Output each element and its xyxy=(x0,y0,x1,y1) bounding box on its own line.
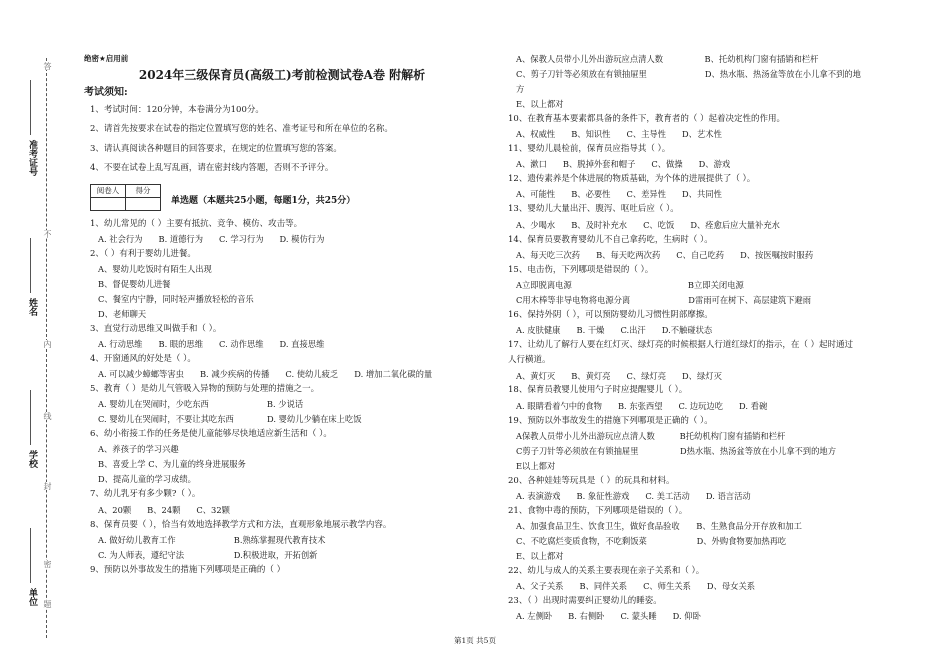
answer-option[interactable]: C、自己吃药 xyxy=(676,249,725,260)
question-text: 7、幼儿乳牙有多少颗?（ ）。 xyxy=(90,489,201,500)
answer-option[interactable]: E、以上都对 xyxy=(516,551,564,562)
answer-option[interactable]: C、32颗 xyxy=(196,504,230,515)
answer-option[interactable]: A、父子关系 xyxy=(516,581,564,592)
left-question-list xyxy=(84,220,480,575)
seal-line-char: 密 xyxy=(43,560,52,568)
notice-item: 1、考试时间：120分钟，本卷满分为100分。 xyxy=(90,104,264,115)
answer-option[interactable]: D. 增加二氧化碳的量 xyxy=(354,369,433,380)
answer-option[interactable]: D. 看碗 xyxy=(739,400,768,411)
answer-option[interactable]: D. 直接思维 xyxy=(279,338,325,349)
option-row xyxy=(516,492,906,500)
answer-option[interactable]: C.出汗 xyxy=(620,325,646,336)
option-row xyxy=(516,582,906,590)
answer-option[interactable]: C、主导性 xyxy=(626,129,667,140)
option-row xyxy=(98,506,480,514)
answer-option[interactable]: D. 仰卧 xyxy=(672,611,701,622)
question-text: 6、幼小衔接工作的任务是使儿童能够尽快地适应新生活和（ ）。 xyxy=(90,429,332,440)
answer-option[interactable]: D、按医嘱按时服药 xyxy=(740,249,814,260)
right-column xyxy=(502,55,906,627)
binding-field-blank[interactable] xyxy=(30,80,31,135)
answer-option[interactable]: D、游戏 xyxy=(698,159,731,170)
answer-option[interactable]: C剪子刀针等必须放在有锁抽屉里 D热水瓶、热汤盆等放在小儿拿不到的地方 xyxy=(516,445,836,456)
score-cell[interactable] xyxy=(126,197,161,210)
question-text: 14、保育员要教育婴幼儿不自己拿药吃，生病时（ ）。 xyxy=(508,234,713,245)
answer-option[interactable]: C. 边玩边吃 xyxy=(678,400,724,411)
answer-option[interactable]: A、保教人员带小儿外出游玩应点清人数 B、托幼机构门窗有插销和栏杆 xyxy=(516,54,819,64)
question-text: 16、保持外阴（ ），可以预防婴幼儿习惯性阴部摩擦。 xyxy=(508,309,713,320)
answer-option[interactable]: D、痊愈后应大量补充水 xyxy=(690,219,780,230)
answer-option[interactable]: D. 模仿行为 xyxy=(279,233,325,244)
question-text: 15、电击伤，下列哪项是错误的（ ）。 xyxy=(508,264,654,275)
answer-option[interactable]: D. 语言活动 xyxy=(705,490,751,501)
answer-option[interactable]: B、督促婴幼儿进餐 xyxy=(98,278,171,289)
option-row xyxy=(98,340,480,348)
question-text: 4、开窗通风的好处是（ ）。 xyxy=(90,353,196,364)
answer-option[interactable]: B、24颗 xyxy=(147,504,181,515)
binding-field-blank[interactable] xyxy=(30,390,31,445)
binding-field-label: 准考证号 xyxy=(27,140,37,176)
answer-option[interactable]: 方 xyxy=(516,83,525,94)
option-row xyxy=(516,251,906,259)
seal-line-char: 不 xyxy=(43,230,52,238)
option-row xyxy=(516,130,906,138)
notice-item: 2、请首先按要求在试卷的指定位置填写您的姓名、准考证号和所在单位的名称。 xyxy=(90,124,393,134)
answer-option[interactable]: E以上都对 xyxy=(516,460,556,471)
answer-option[interactable]: D、提高儿童的学习成绩。 xyxy=(98,474,196,485)
answer-option[interactable]: A、权威性 xyxy=(516,129,556,140)
answer-option[interactable]: A、每天吃三次药 xyxy=(516,249,581,260)
page-footer: 第1页 共5页 xyxy=(454,636,496,645)
option-row xyxy=(516,221,906,229)
score-header: 得分 xyxy=(126,184,161,197)
question-text: 22、幼儿与成人的关系主要表现在亲子关系和（ ）。 xyxy=(508,566,705,577)
secret-label: 绝密★启用前 xyxy=(84,54,129,63)
option-row xyxy=(516,372,906,380)
notice-heading: 考试须知: xyxy=(84,86,128,98)
answer-option[interactable]: A、可能性 xyxy=(516,189,556,200)
answer-option[interactable]: A、漱口 xyxy=(516,159,547,170)
binding-field-blank[interactable] xyxy=(30,238,31,293)
score-section xyxy=(84,184,480,220)
question-text: 17、让幼儿了解行人要在红灯灭、绿灯亮的时候根据人行道红绿灯的指示，在（ ）起时通过 xyxy=(508,340,854,351)
grader-cell[interactable] xyxy=(91,197,126,210)
exam-title: 2024年三级保育员(高级工)考前检测试卷A卷 附解析 xyxy=(138,67,426,82)
answer-option[interactable]: B、喜爱上学 C、为儿童的终身进展服务 xyxy=(98,459,246,470)
grader-header: 阅卷人 xyxy=(91,184,126,197)
answer-option[interactable]: C. 动作思维 xyxy=(219,338,264,349)
answer-option[interactable]: B. 减少疾病的传播 xyxy=(199,369,270,380)
answer-option[interactable]: C、剪子刀针等必须放在有锁抽屉里 D、热水瓶、热汤盆等放在小儿拿不到的地 xyxy=(516,68,861,79)
answer-option[interactable]: E、以上都对 xyxy=(516,98,564,109)
answer-option[interactable]: C、做操 xyxy=(651,159,683,170)
answer-option[interactable]: A、养孩子的学习兴趣 xyxy=(98,444,179,455)
option-row xyxy=(516,402,906,410)
answer-option[interactable]: B、同伴关系 xyxy=(579,581,628,592)
answer-option[interactable]: D、艺术性 xyxy=(682,129,722,140)
option-row xyxy=(98,235,480,243)
question-text: 10、在教育基本要素都具备的条件下，教育者的（ ）起着决定性的作用。 xyxy=(508,113,786,124)
binding-field-label: 姓名 xyxy=(27,298,37,316)
question-text: 2、（ ）有利于婴幼儿进餐。 xyxy=(90,248,196,259)
right-question-list xyxy=(502,55,906,621)
seal-line-char: 内 xyxy=(43,340,52,348)
answer-option[interactable]: B. 干燥 xyxy=(576,325,605,336)
seal-line-char: 答 xyxy=(43,62,52,70)
question-text: 19、预防以外事故发生的措施下列哪项是正确的（ ）。 xyxy=(508,415,713,426)
answer-option[interactable]: A、加强食品卫生、饮食卫生，做好食品验收 B、生熟食品分开存放和加工 xyxy=(516,521,802,532)
answer-option[interactable]: D、共同性 xyxy=(682,189,722,200)
answer-option[interactable]: C. 学习行为 xyxy=(219,233,264,244)
answer-option[interactable]: D、绿灯灭 xyxy=(682,370,722,381)
question-text: 9、预防以外事故发生的措施下列哪项是正确的（ ） xyxy=(90,564,286,575)
answer-option[interactable]: B、及时补充水 xyxy=(571,219,628,230)
answer-option[interactable]: A立即脱离电源 B立即关闭电源 xyxy=(516,279,744,290)
left-column xyxy=(84,55,480,581)
question-text: 21、食物中毒的预防，下列哪项是错误的（ ）。 xyxy=(508,505,688,516)
answer-option[interactable]: A. 皮肤健康 xyxy=(516,325,561,336)
answer-option[interactable]: A. 可以减少蟑螂等害虫 xyxy=(98,369,184,380)
answer-option[interactable]: C、餐室内宁静，同时轻声播放轻松的音乐 xyxy=(98,293,254,304)
section-title: 单选题（本题共25小题，每题1分，共25分） xyxy=(171,195,356,206)
answer-option[interactable]: D.不触碰状态 xyxy=(661,325,713,336)
answer-option[interactable]: C. 婴幼儿在哭闹时，不要让其吃东西 D. 婴幼儿少躺在床上吃饭 xyxy=(98,414,362,425)
answer-option[interactable]: C、差异性 xyxy=(626,189,667,200)
answer-option[interactable]: C、师生关系 xyxy=(643,581,691,592)
question-text: 13、婴幼儿大量出汗、腹泻、呕吐后应（ ）。 xyxy=(508,204,679,215)
answer-option[interactable]: B. 象征性游戏 xyxy=(576,490,630,501)
answer-option[interactable]: A保教人员带小儿外出游玩应点清人数 B托幼机构门窗有插销和栏杆 xyxy=(516,430,786,441)
question-text: 23、（ ）出现时需要纠正婴幼儿的睡姿。 xyxy=(508,596,662,607)
notice-item: 3、请认真阅读各种题目的回答要求，在规定的位置填写您的答案。 xyxy=(90,143,342,154)
option-row xyxy=(98,370,480,378)
question-text: 18、保育员教婴儿使用勺子时应提醒婴儿（ ）。 xyxy=(508,385,688,396)
answer-option[interactable]: C. 蒙头睡 xyxy=(620,611,657,622)
option-row xyxy=(516,326,906,334)
answer-option[interactable]: C、绿灯亮 xyxy=(626,370,667,381)
answer-option[interactable]: C. 美工活动 xyxy=(645,490,690,501)
seal-line-char: 封 xyxy=(43,482,52,490)
seal-line-char: 题 xyxy=(43,600,52,608)
binding-field-blank[interactable] xyxy=(30,528,31,583)
answer-option[interactable]: A. 婴幼儿在哭闹时，少吃东西 B. 少说话 xyxy=(98,399,304,410)
answer-option[interactable]: B. 东张西望 xyxy=(617,400,663,411)
answer-option[interactable]: B. 右侧卧 xyxy=(568,611,605,622)
answer-option[interactable]: C、不吃腐烂变质食物，不吃剩饭菜 D、外购食物要加热再吃 xyxy=(516,536,787,547)
answer-option[interactable]: B、脱掉外套和帽子 xyxy=(562,159,636,170)
notice-item: 4、不要在试卷上乱写乱画，请在密封线内答题，否则不予评分。 xyxy=(90,163,334,173)
answer-option[interactable]: B. 道德行为 xyxy=(158,233,204,244)
answer-option[interactable]: B、知识性 xyxy=(571,129,611,140)
question-text: 5、教育（ ）是幼儿气管吸入异物的预防与处理的措施之一。 xyxy=(90,384,320,395)
answer-option[interactable]: D、老师聊天 xyxy=(98,308,147,319)
answer-option[interactable]: C用木棒等非导电物将电源分离 D雷雨可在树下、高层建筑下避雨 xyxy=(516,294,812,305)
answer-option[interactable]: A. 眼睛看着勺中的食物 xyxy=(516,400,602,411)
question-text: 12、遗传素养是个体进展的物质基础，为个体的进展提供了（ ）。 xyxy=(508,174,756,185)
binding-field-label: 学校 xyxy=(27,450,37,468)
option-row xyxy=(516,190,906,198)
answer-option[interactable]: C. 使幼儿疲乏 xyxy=(285,369,339,380)
answer-option[interactable]: B、必要性 xyxy=(571,189,611,200)
question-text: 11、婴幼儿晨检前，保育员应指导其（ ）。 xyxy=(508,144,671,155)
question-text: 20、各种娃娃等玩具是（ ）的玩具和材料。 xyxy=(508,475,675,486)
answer-option[interactable]: B. 眼的思维 xyxy=(158,338,204,349)
answer-option[interactable]: B、黄灯亮 xyxy=(571,370,611,381)
answer-option[interactable]: A. 做好幼儿教育工作 B.熟练掌握现代教育技术 xyxy=(98,534,326,545)
question-text: 1、幼儿常见的（ ）主要有抵抗、竞争、模仿、攻击等。 xyxy=(90,218,303,229)
binding-field-label: 单位 xyxy=(27,588,37,606)
answer-option[interactable]: C、吃饭 xyxy=(643,219,675,230)
answer-option[interactable]: A、黄灯灭 xyxy=(516,370,556,381)
answer-option[interactable]: A. 左侧卧 xyxy=(516,611,553,622)
answer-option[interactable]: A. 表演游戏 xyxy=(516,490,561,501)
binding-margin xyxy=(0,40,62,640)
answer-option[interactable]: 人行横道。 xyxy=(508,355,551,366)
seal-line xyxy=(46,58,47,638)
answer-option[interactable]: C. 为人师表，遵纪守法 D.积极进取，开拓创新 xyxy=(98,549,318,560)
answer-option[interactable]: A、少喝水 xyxy=(516,219,556,230)
answer-option[interactable]: D、母女关系 xyxy=(706,581,756,592)
answer-option[interactable]: B、每天吃两次药 xyxy=(596,249,661,260)
option-row xyxy=(516,612,906,620)
seal-line-char: 线 xyxy=(43,412,52,420)
answer-option[interactable]: A. 社会行为 xyxy=(98,233,143,244)
answer-option[interactable]: A、20颗 xyxy=(98,504,132,515)
score-table xyxy=(90,184,161,211)
question-text: 8、保育员要（ ），恰当有效地选择教学方式和方法，直观形象地展示教学内容。 xyxy=(90,519,392,530)
answer-option[interactable]: A. 行动思维 xyxy=(98,338,143,349)
answer-option[interactable]: A、婴幼儿吃饭时有陌生人出现 xyxy=(98,263,212,274)
option-row xyxy=(516,160,906,168)
question-text: 3、直觉行动思维又叫做手和（ ）。 xyxy=(90,323,222,334)
